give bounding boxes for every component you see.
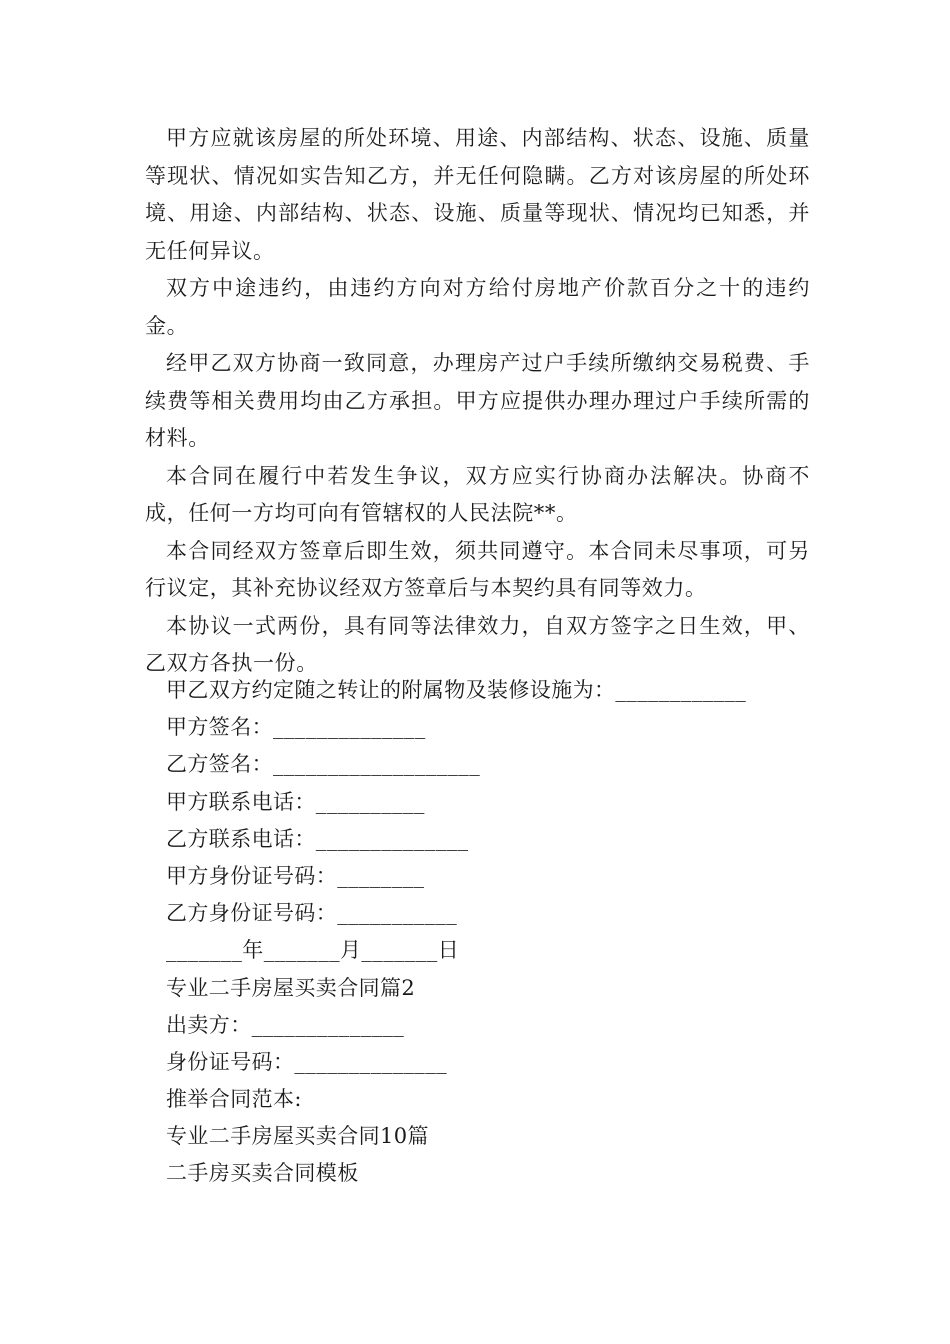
contract-clauses xyxy=(145,120,810,683)
recommend-item-2: 二手房买卖合同模板 xyxy=(166,1161,359,1186)
clause-dispute-resolution: 本合同在履行中若发生争议，双方应实行协商办法解决。协商不成，任何一方均可向有管辖权的人民法院**。 xyxy=(145,463,810,525)
seller-field: 出卖方：______________ xyxy=(166,1012,405,1037)
clause-copies: 本协议一式两份，具有同等法律效力，自双方签字之日生效，甲、乙双方各执一份。 xyxy=(145,613,810,675)
party-a-signature-field: 甲方签名：______________ xyxy=(166,715,426,740)
party-a-id-field: 甲方身份证号码：________ xyxy=(166,863,425,888)
clause-breach-penalty: 双方中途违约，由违约方向对方给付房地产价款百分之十的违约金。 xyxy=(145,276,810,338)
attachments-field: 甲乙双方约定随之转让的附属物及装修设施为：____________ xyxy=(166,678,747,702)
seller-id-field: 身份证号码：______________ xyxy=(166,1049,447,1074)
recommend-item-1: 专业二手房屋买卖合同10篇 xyxy=(166,1124,429,1149)
clause-disclosure: 甲方应就该房屋的所处环境、用途、内部结构、状态、设施、质量等现状、情况如实告知乙方，并无任何隐瞒。乙方对该房屋的所处环境、用途、内部结构、状态、设施、质量等现状、情况均已知悉，并无任何异议。 xyxy=(145,126,810,263)
clause-effectiveness: 本合同经双方签章后即生效，须共同遵守。本合同未尽事项，可另行议定，其补充协议经双方签章后与本契约具有同等效力。 xyxy=(145,538,810,600)
recommend-label: 推举合同范本: xyxy=(166,1087,302,1112)
party-b-phone-field: 乙方联系电话：______________ xyxy=(166,826,469,851)
party-b-id-field: 乙方身份证号码：___________ xyxy=(166,901,458,926)
section-heading: 专业二手房屋买卖合同篇2 xyxy=(166,975,416,1000)
party-a-phone-field: 甲方联系电话：__________ xyxy=(166,789,425,814)
signature-block xyxy=(145,672,845,1193)
date-field: _______年_______月_______日 xyxy=(166,938,460,963)
clause-transfer-fees: 经甲乙双方协商一致同意，办理房产过户手续所缴纳交易税费、手续费等相关费用均由乙方承担。甲方应提供办理办理过户手续所需的材料。 xyxy=(145,351,810,450)
party-b-signature-field: 乙方签名：___________________ xyxy=(166,752,481,777)
